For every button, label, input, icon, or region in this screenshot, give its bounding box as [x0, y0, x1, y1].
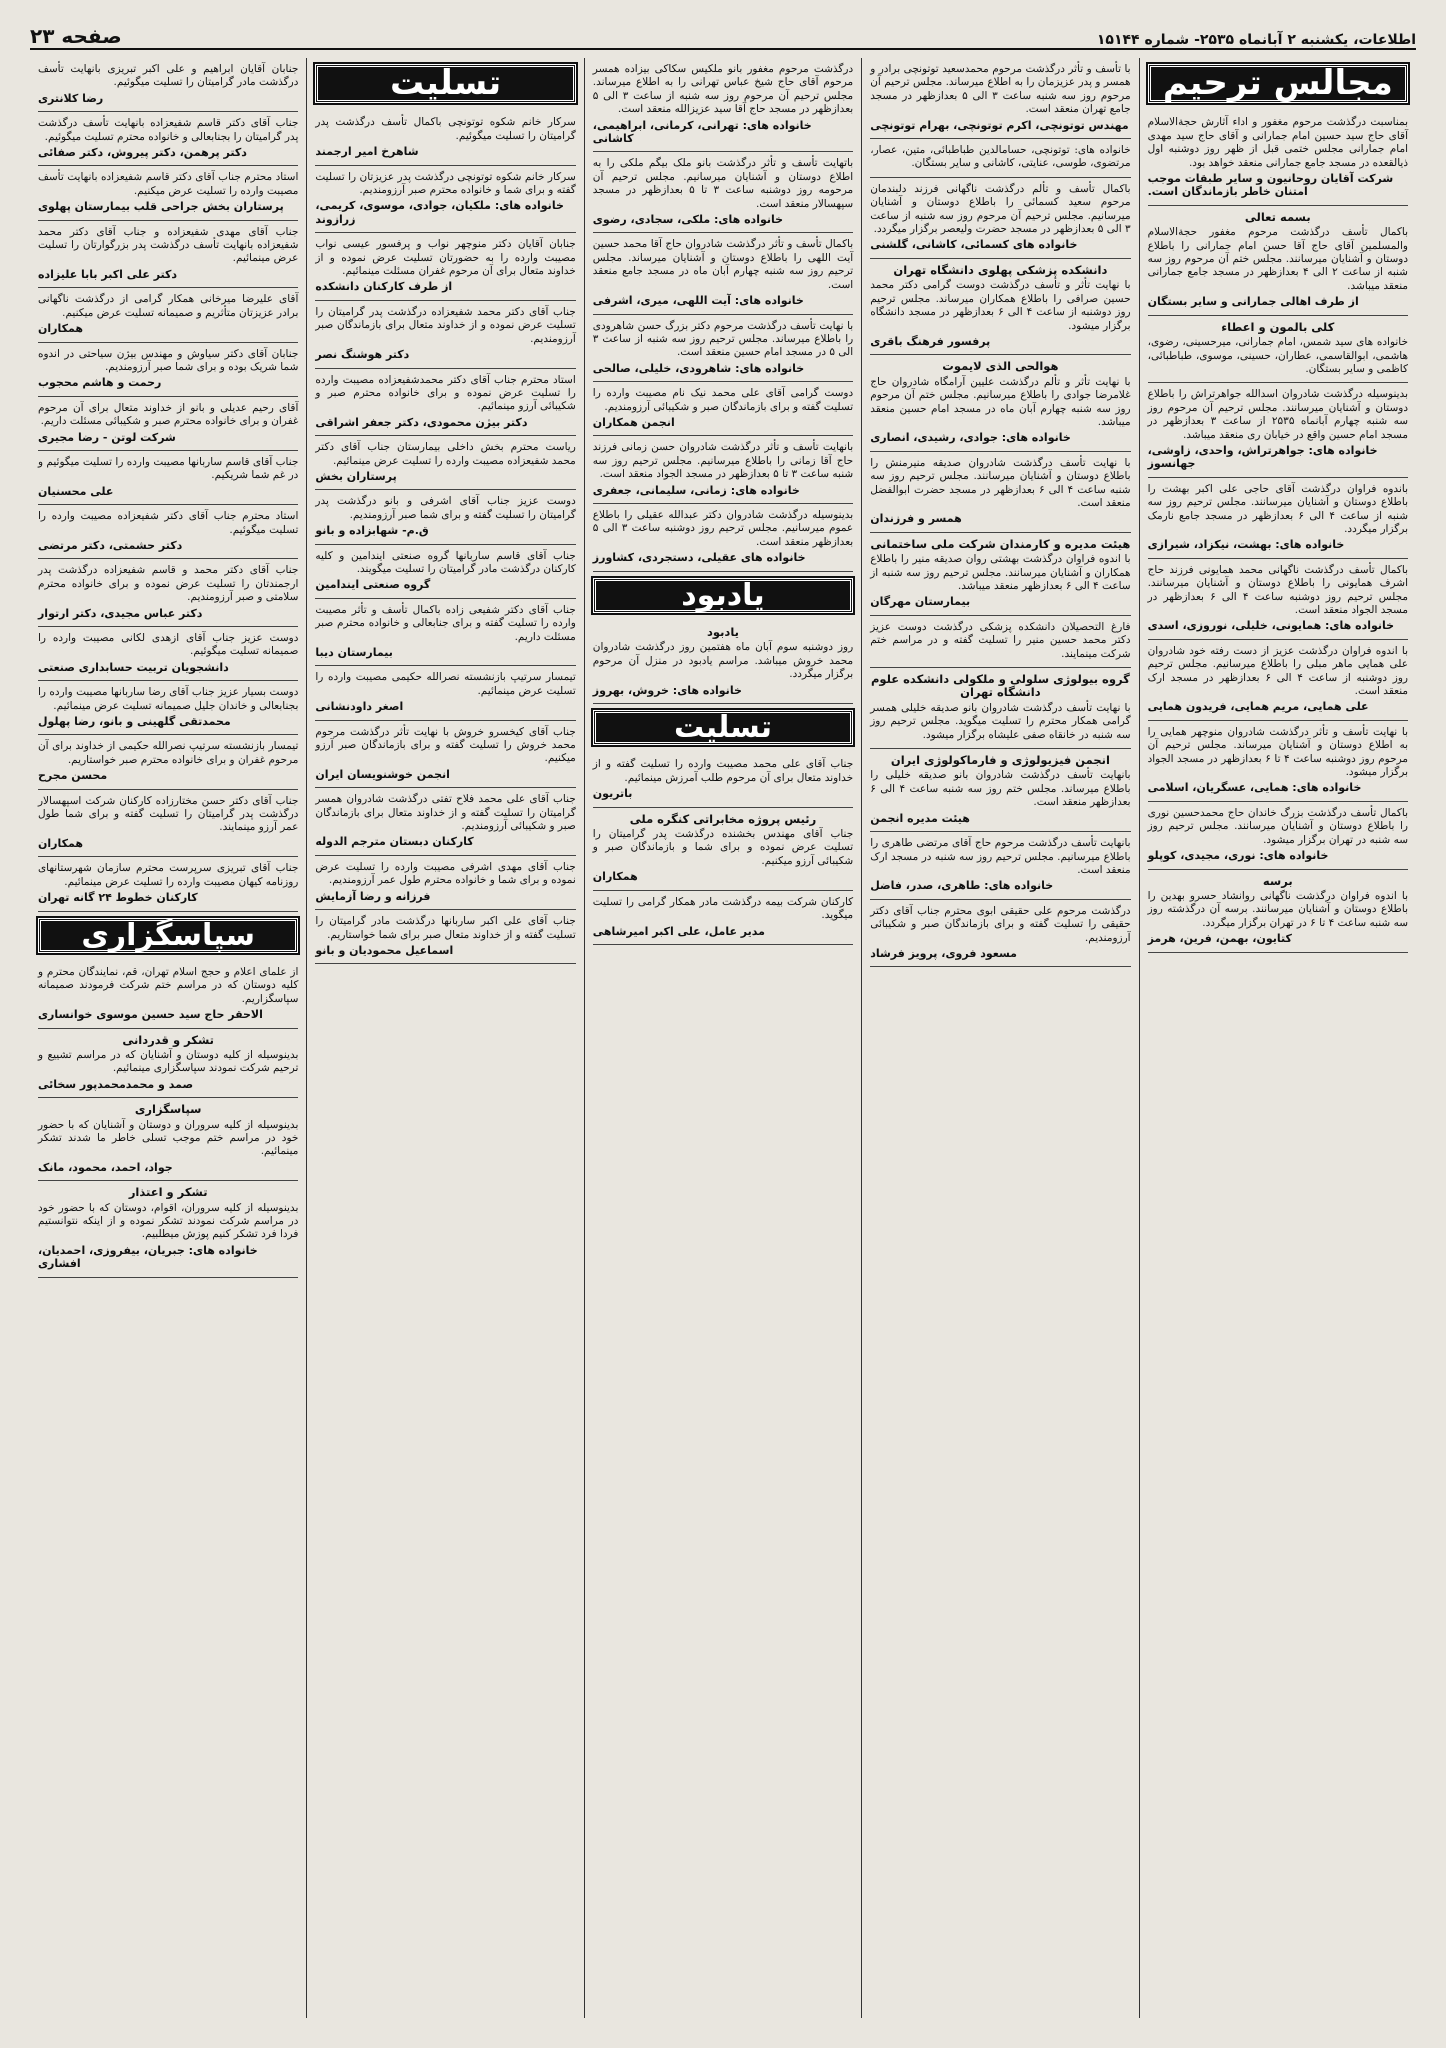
notice-heading: یادبود [707, 625, 739, 639]
notice [315, 856, 575, 910]
notice-heading: رئیس پروژه مخابراتی کنگره ملی [629, 811, 817, 826]
banner-yadbood: یادبود [593, 578, 853, 613]
notice [1148, 316, 1408, 384]
notice-body: جناب آقای قاسم ساربانها مصیبت وارده را تسلیت میگوئیم و در غم شما شریکیم. [37, 455, 299, 482]
notice-body: جناب آقای دکتر محمد و قاسم شفیعزاده درگذشت پدر ارجمندتان را تسلیت عرض نموده و برای خانواده محترم سلامتی و صبر آرزومندیم. [37, 564, 299, 604]
notice-signature: از طرف اهالی جمارانی و سایر بستگان [1147, 295, 1359, 309]
notice-body: با نهایت تأسف درگذشت مرحوم دکتر بزرگ حسن شاهرودی را باطلاع میرساند. مجلس ترحیم روز سه شنبه از ساعت ۳ الی ۵ در مسجد امام حسین منعقد است. [592, 319, 854, 359]
notice-body: درگذشت مرحوم مغفور بانو ملکیس سکاکی بیزاده همسر مرحوم آقای حاج شیخ عباس تهرانی را به اطلاع میرساند. مجلس ترحیم آن مرحوم روز سه شنبه از ساعت ۳ الی ۵ بعدازظهر در مسجد حاج آقا سید عزیزالله منعقد است. [592, 63, 854, 116]
notice [38, 451, 298, 505]
notice [1148, 478, 1408, 559]
notice-heading: برسه [1262, 873, 1293, 888]
notice-body: خانواده های: توتونچی، حسامالدین طباطبائی، متین، عصار، مرتضوی، طوسی، عنایتی، کاشانی و سایر بستگان. [870, 144, 1131, 170]
column-5 [30, 58, 306, 2018]
notice-heading: بسمه تعالی [1244, 209, 1311, 224]
notice [593, 152, 853, 233]
notice [38, 397, 298, 451]
notice-signature: دکتر هوشنگ نصر [315, 348, 410, 362]
notice-signature: ق.م- شهابزاده و بانو [315, 524, 429, 538]
notice-signature: انجمن خوشنویسان ایران [315, 767, 450, 781]
notice-signature: همکاران [37, 322, 83, 336]
notice-body: جناب آقای کیخسرو خروش با نهایت تأثر درگذشت مرحوم محمد خروش را تسلیت گفته و برای بازماندگان صبر آرزو میکنیم. [315, 725, 576, 765]
notice-signature: رحمت و هاشم محجوب [37, 376, 162, 390]
notice-signature: پرستاران بخش [315, 469, 397, 483]
notice [315, 233, 575, 301]
notice-body: بانهایت تأسف درگذشت شادروان بانو صدیقه خلیلی را باطلاع میرساند. مجلس ختم روز سه شنبه ساعت ۴ الی ۶ بعدازظهر منعقد است. [870, 769, 1131, 809]
notice-body: از علمای اعلام و حجج اسلام تهران، قم، نمایندگان محترم و کلیه دوستان که در مراسم ختم شرکت فرمودند صمیمانه سپاسگزاریم. [37, 965, 299, 1005]
notice [38, 505, 298, 559]
notice-signature: دکتر بیژن محمودی، دکتر جعفر اشراقی [315, 415, 528, 429]
notice-body: با نهایت تأثر و تألم درگذشت عليين آرامگاه شادروان حاج غلامرضا جوادی را باطلاع میرسانیم. مجلس ختم آن مرحوم روز سه شنبه چهارم آبان ماه در مسجد امام حسین منعقد میباشد. [870, 375, 1131, 428]
notice-signature: شرکت آقایان روحانیون و سایر طبقات موجب امتنان خاطر بازماندگان است. [1147, 172, 1394, 199]
notice-body: ریاست محترم بخش داخلی بیمارستان جناب آقای دکتر محمد شفیعزاده مصیبت وارده را تسلیت عرض مینمائیم. [315, 441, 576, 467]
notice [315, 788, 575, 856]
notice-heading: انجمن فیزیولوژی و فارماکولوژی ایران [890, 753, 1110, 768]
notice [1148, 802, 1408, 870]
column-3 [584, 58, 861, 2018]
notice-body: بدینوسیله از کلیه سروران و دوستان و آشنایان که با حضور خود در مراسم ختم موجب تسلی خاطر ما شدند تشکر مینمائیم. [37, 1118, 299, 1158]
notice [38, 961, 298, 1029]
notice-signature: خانواده های: ملکیان، جوادی، موسوی، کریمی، زرازوند [315, 199, 564, 226]
notice-body: تیمسار بازنشسته سرتیپ نصرالله حکیمی از خداوند برای آن مرحوم غفران و برای خانواده محترم صبر خواستاریم. [37, 740, 299, 766]
notice [38, 559, 298, 627]
notice-signature: اسماعیل محمودیان و بانو [315, 943, 454, 957]
notice [593, 753, 853, 807]
banner-majales-tarhim: مجالس ترحیم [1148, 64, 1408, 103]
notice [315, 910, 575, 964]
notice [38, 1098, 298, 1181]
notice-body: استاد محترم جناب آقای دکتر قاسم شفیعزاده بانهایت تأسف مصیبت وارده را تسلیت عرض میکنیم. [37, 171, 299, 197]
notice-body: آقای علیرضا میرخانی همکار گرامی از درگذشت ناگهانی برادر عزیزتان متأثریم و صمیمانه تسلیت عرض میکنیم. [37, 293, 299, 319]
notice [593, 233, 853, 314]
notice-body: جناب آقای دکتر شفیعی زاده باکمال تأسف و تأثر مصیبت وارده را تسلیت گفته و برای جنابعالی و خانواده محترم صبر مسئلت داریم. [315, 603, 576, 643]
notice [38, 166, 298, 220]
notice-body: باکمال تأسف درگذشت ناگهانی محمد همایونی فرزند حاج اشرف همایونی را باطلاع دوستان و آشنایان میرسانند. مجلس ترحیم روز دوشنبه ساعت ۴ الی ۶ بعدازظهر در مسجد الجواد منعقد است. [1147, 563, 1408, 616]
notice-body: درگذشت مرحوم علی حقیقی ابوی محترم جناب آقای دکتر حقیقی را تسلیت گفته و برای بازماندگان صبر و شکیبائی آرزومندیم. [870, 904, 1131, 944]
notice-signature: مهندس توتونچی، اکرم توتونچی، بهرام توتونچی [870, 118, 1129, 132]
notice [870, 355, 1130, 451]
notice-body: آقای رحیم عدیلی و بانو از خداوند متعال برای آن مرحوم غفران و برای خانواده محترم صبر و شکیبائی مسئلت داریم. [37, 401, 299, 428]
notice [315, 545, 575, 599]
column-4 [306, 58, 583, 2018]
notice [1148, 383, 1408, 477]
notice-body: با نهایت تأسف درگذشت شادروان صدیقه منیرمنش را باطلاع دوستان و آشنایان میرسانند. مجلس ترحیم روز سه شنبه ساعت ۴ الی ۶ بعدازظهر در مسجد حضرت ابوالفضل منعقد است. [870, 456, 1131, 509]
notice [38, 735, 298, 789]
notice-body: بدینوسیله از کلیه سروران، اقوام، دوستان که با حضور خود در مراسم شرکت نمودند تشکر نموده و از اینکه نتوانستیم فردا فرد تشکر کنیم پوزش میطلبیم. [37, 1201, 299, 1241]
notice-body: باندوه فراوان درگذشت آقای حاجی علی اکبر بهشت را باطلاع دوستان و آشنایان میرسانند. مجلس ترحیم روز سه شنبه از ساعت ۴ الی ۶ بعدازظهر در مسجد جامع نارمک برگزار میگردد. [1147, 482, 1408, 535]
notice-body: دوست عزیز جناب آقای ازهدی لکانی مصیبت وارده را صمیمانه تسلیت میگوئیم. [37, 632, 299, 658]
notice [38, 58, 298, 112]
notice-signature: خانواده های کسمائی، کاشانی، گلشنی [870, 238, 1078, 252]
notice-body: با اندوه فراوان درگذشت عزیز از دست رفته خود شادروان علی همایی ماهر مبلی را باطلاع میرسانیم. مجلس ترحیم روز دوشنبه از ساعت ۴ الی ۶ بعدازظهر در مسجد ارک منعقد است. [1147, 644, 1408, 698]
notice-signature: خانواده های: جواهرتراش، واحدی، زاوشی، جهانسوز [1147, 443, 1378, 471]
notice-signature: از طرف کارکنان دانشکده [315, 280, 453, 294]
notice [593, 315, 853, 383]
notice-signature: خانواده های: جبریان، بیفروزی، احمدیان، افشاری [37, 1243, 258, 1271]
notice-body: دوست گرامی آقای علی محمد نیک نام مصیبت وارده را تسلیت گفته و برای بازماندگان صبر و شکیبائی آرزومندیم. [592, 387, 854, 413]
notice-body: با نهایت تأسف و تأثر درگذشت شادروان منوچهر همایی را به اطلاع دوستان و آشنایان میرساند. مجلس ترحیم آن مرحوم روز دوشنبه ساعت ۴ تا ۶ بعدازظهر در مسجد الجواد برگزار میشود. [1147, 725, 1408, 779]
notice-signature: انجمن همکاران [592, 415, 675, 429]
notice-body: جناب آقای مهدی اشرفی مصیبت وارده را تسلیت عرض نموده و برای شما و خانواده محترم طول عمر آرزومندیم. [315, 860, 576, 887]
masthead [30, 22, 1416, 50]
notice-body: جناب آقای علی محمد مصیبت وارده را تسلیت گفته و از خداوند متعال برای آن مرحوم طلب آمرزش مینمائیم. [592, 758, 854, 784]
notice-body: بدینوسیله از کلیه دوستان و آشنایان که در مراسم تشییع و ترحیم شرکت نمودند سپاسگزاری مینمائیم. [37, 1048, 299, 1075]
banner-tasliat-2: تسلیت [593, 710, 853, 745]
notice-signature: محمدتقی گلهینی و بانو، رضا پهلول [37, 715, 231, 729]
notice-body: بدینوسیله درگذشت شادروان اسدالله جواهرتراش را باطلاع دوستان و آشنایان میرسانند. مجلس ترحیم آن مرحوم روز سه شنبه چهارم آبانماه ۲۵۳۵ از ساعت ۳ بعدازظهر در مسجد امام حسین واقع در خیابان ری منعقد میباشد. [1147, 388, 1408, 441]
notice [870, 178, 1130, 259]
notice-signature: خانواده های: طاهری، صدر، فاضل [870, 879, 1054, 893]
notice-signature: گروه صنعتی ایندامین [315, 578, 431, 592]
notice-body: روز دوشنبه سوم آبان ماه هفتمین روز درگذشت شادروان محمد خروش میباشد. مراسم یادبود در منزل آن مرحوم برگزار میگردد. [592, 641, 854, 681]
notice-signature: خانواده های: خروش، بهروز [592, 683, 742, 697]
notice-signature: خانواده های: همایونی، خلیلی، نوروزی، اسدی [1147, 619, 1395, 633]
notice-body: جناب آقای مهندس بخشنده درگذشت پدر گرامیتان را تسلیت عرض نموده و برای شما و بازماندگان صبر و شکیبائی آرزو میکنیم. [592, 828, 854, 867]
notice-signature: رضا کلانتری [37, 91, 104, 105]
notice-signature: خانواده های: آیت اللهی، میری، اشرفی [592, 294, 804, 308]
notice-body: سرکار خانم شکوه توتونچی درگذشت پدر عزیزتان را تسلیت گفته و برای شما و خانواده محترم صبر آرزومندیم. [315, 170, 576, 197]
notice-body: خانواده های سید شمس، امام جمارانی، میرحسینی، رضوی، هاشمی، ابوالقاسمی، عطاران، حسینی، موسوی، طباطبائی، کاظمی و سایر بستگان. [1147, 336, 1408, 375]
notice [1148, 559, 1408, 640]
notice-body: دوست بسیار عزیز جناب آقای رضا ساربانها مصیبت وارده را بجنابعالی و خاندان جلیل صمیمانه تسلیت عرض مینمائیم. [37, 686, 299, 712]
notice-signature: همسر و فرزندان [870, 512, 962, 526]
notice [315, 721, 575, 789]
notice-heading: دانشکده پزشکی پهلوی دانشگاه تهران [893, 262, 1108, 277]
notice [38, 112, 298, 166]
notice [870, 749, 1130, 832]
notice-body: جناب آقای دکتر حسن مختارزاده کارکنان شرکت اسپهسالار درگذشت پدر گرامیتان را تسلیت گفته و برای شما طول عمر آرزو مینمایند. [37, 794, 299, 834]
banner-tasliat: تسلیت [315, 64, 575, 103]
notice [593, 58, 853, 152]
notice-signature: دکتر علی اکبر بابا علیزاده [37, 267, 178, 281]
notice [870, 832, 1130, 900]
newspaper-columns [30, 58, 1416, 2018]
page-number: صفحه ۲۳ [30, 24, 122, 48]
notice-heading: گروه بیولوژی سلولی و ملکولی دانشکده علوم دانشگاه تهران [870, 672, 1130, 700]
notice-signature: مسعود فروی، پرویز فرشاد [870, 946, 1017, 960]
notice-signature: دانشجویان تربیت حسابداری صنعتی [37, 660, 229, 674]
notice-signature: صمد و محمدمحمدپور سخائی [37, 1077, 194, 1091]
notice [38, 627, 298, 681]
notice-signature: خانواده های: تهرانی، کرمانی، ابراهیمی، کاشانی [592, 118, 812, 146]
notice [38, 1181, 298, 1277]
notice-body: جنابان آقای دکتر سیاوش و مهندس بیژن سیاحتی در اندوه شما شریک بوده و برای شما صبر آرزومندیم. [37, 347, 299, 373]
notice-body: باکمال تأسف و تأثر درگذشت شادروان حاج آقا محمد حسین آیت اللهی را باطلاع دوستان و آشنایان میرساند. مجلس ترحیم روز سه شنبه چهارم آبان ماه در مسجد جامع منعقد است. [592, 238, 854, 291]
notice-body: دوست عزیز جناب آقای اشرفی و بانو درگذشت پدر گرامیتان را تسلیت گفته و برای شما صبر آرزومندیم. [315, 495, 576, 521]
notice-signature: دکتر پرهمن، دکتر پیروش، دکتر صفائی [37, 146, 247, 160]
notice-body: با اندوه فراوان درگذشت بهشتی روان صدیقه منیر را باطلاع همکاران و آشنایان میرسانند. مجلس ترحیم روز سه شنبه از ساعت ۴ الی ۶ بعدازظهر منعقد میباشد. [870, 553, 1131, 592]
notice-signature: باتریون [592, 787, 633, 801]
notice [1148, 206, 1408, 316]
notice [1148, 640, 1408, 721]
notice-signature: بیمارستان دیبا [315, 646, 393, 659]
notice [1148, 721, 1408, 802]
notice-signature: اصغر داودنشانی [315, 700, 404, 714]
notice-signature: محسن مجرح [37, 769, 108, 783]
notice-signature: خانواده های: جوادی، رشیدی، انصاری [870, 431, 1071, 445]
notice-body: جنابان آقایان ابراهیم و علی اکبر تبریزی بانهایت تأسف درگذشت مادر گرامیتان را تسلیت میگوئیم. [37, 63, 299, 89]
notice-signature: خانواده های: شاهرودی، خلیلی، صالحی [592, 361, 805, 375]
notice [38, 681, 298, 735]
notice-signature: خانواده های: نوری، مجیدی، کوپلو [1147, 849, 1329, 863]
notice-body: باتهایت تأسف و تأثر درگذشت بانو ملک بیگم ملکی را به اطلاع دوستان و آشنایان میرسانیم. مجلس ترحیم آن مرحومه روز دوشنبه ساعت ۳ تا ۵ بعدازظهر در مسجد سپهسالار منعقد است. [592, 157, 854, 210]
notice-signature: پرستاران بخش جراحی قلب بیمارستان پهلوی [37, 200, 284, 214]
notice-body: باکمال تأسف و تألم درگذشت ناگهانی فرزند دلبندمان مرحوم سعید کسمائی را باطلاع دوستان و آشنایان میرسانیم. مجلس ترحیم آن مرحوم روز سه شنبه از ساعت ۳ الی ۵ بعدازظهر در مسجد حضرت ولیعصر برگزار میگردد. [870, 182, 1131, 236]
notice-body: بانهایت تأسف درگذشت مرحوم حاج آقای مرتضی طاهری را باطلاع میرسانیم. مجلس ترحیم روز سه شنبه در مسجد ارک منعقد است. [870, 837, 1131, 876]
notice-signature: علی همایی، مریم همایی، فریدون همایی [1147, 700, 1369, 714]
notice [38, 790, 298, 858]
notice-signature: فرزانه و رضا آزمایش [315, 889, 431, 903]
notice [315, 599, 575, 667]
notice-signature: شرکت لوتن - رضا مجیری [37, 430, 176, 444]
notice [38, 221, 298, 289]
issue-line: اطلاعات، یکشنبه ۲ آبانماه ۲۵۳۵- شماره ۱۵۱۴۴ [1096, 32, 1416, 48]
notice-body: سرکار خانم شکوه توتونچی باکمال تأسف درگذشت پدر گرامیتان را تسلیت میگوئیم. [315, 116, 576, 142]
notice [315, 436, 575, 490]
notice-body: جناب آقای علی محمد فلاح تفتی درگذشت شادروان همسر گرامیتان را تسلیت گفته و از خداوند متعال برای بازماندگان صبر و شکیبائی آرزومندیم. [315, 793, 576, 833]
notice [315, 666, 575, 720]
notice-signature: خانواده های: همایی، عسگریان، اسلامی [1147, 781, 1362, 795]
notice [870, 139, 1130, 178]
notice-body: تیمسار سرتیپ بازنشسته نصرالله حکیمی مصیبت وارده را تسلیت عرض مینمائیم. [315, 671, 576, 697]
notice-body: جناب آقای دکتر قاسم شفیعزاده بانهایت تأسف درگذشت پدر گرامیتان را بجنابعالی و خانواده محترم تسلیت میگوئیم. [37, 117, 299, 143]
notice-signature: همکاران [592, 870, 638, 884]
notice-body: جناب آقای قاسم ساربانها گروه صنعتی ایندامین و کلیه کارکنان درگذشت مادر گرامیتان را تسلیت میگویند. [315, 549, 576, 575]
notice-body: استاد محترم جناب آقای دکتر شفیعزاده مصیبت وارده را تسلیت میگوئیم. [37, 510, 299, 536]
notice [593, 436, 853, 504]
notice-signature: خانواده های: زمانی، سلیمانی، جعفری [592, 483, 800, 497]
notice [38, 1029, 298, 1099]
notice-heading: سپاسگزاری [134, 1102, 202, 1117]
notice-body: با نهایت تأثر و تأسف درگذشت دوست گرامی دکتر محمد حسین صرافی را باطلاع همکاران میرساند. مجلس ترحیم روز دوشنبه از ساعت ۴ الی ۶ بعدازظهر در مسجد دانشگاه برگزار میشود. [870, 279, 1131, 332]
notice [315, 166, 575, 234]
notice [1148, 111, 1408, 205]
notice [315, 111, 575, 165]
notice-body: بمناسبت درگذشت مرحوم مغفور و اداء آثارش حجةالاسلام آقای حاج سید حسین امام جمارانی و آقای حاج سید مهدی امام جمارانی مجلس ختمی قبل از ظهر روز دوشنبه اول ذیالقعده در مسجد جامع جمارانی منعقد خواهد بود. [1147, 116, 1408, 169]
notice [593, 808, 853, 891]
notice-signature: جواد، احمد، محمود، مانک [37, 1160, 173, 1174]
notice-signature: همکاران [37, 836, 83, 850]
notice-signature: کارکنان خطوط ۲۴ گانه تهران [37, 891, 198, 905]
notice-signature: دکتر عباس مجیدی، دکتر ارتوار [37, 606, 203, 620]
notice [315, 369, 575, 437]
notice-signature: علی محسنیان [37, 484, 114, 498]
notice [1148, 870, 1408, 953]
notice-body: با اندوه فراوان درگذشت ناگهانی روانشاد حسرو بهدین را باطلاع دوستان و آشنایان میرسانند. برسه آن درگذشته روز سه شنبه ساعت ۴ تا ۶ در تهران برگزار میگردد. [1147, 889, 1408, 929]
notice-body: استاد محترم جناب آقای دکتر محمدشفیعزاده مصیبت وارده را تسلیت عرض نموده و برای خانواده محترم صبر و شکیبائی آرزو مینمائیم. [315, 373, 576, 413]
notice-heading: تشکر و قدردانی [122, 1032, 214, 1047]
notice-body: بدینوسیله درگذشت شادروان دکتر عبدالله عقیلی را باطلاع عموم میرسانیم. مجلس ترحیم روز دوشنبه ساعت ۳ الی ۵ بعدازظهر منعقد است. [592, 508, 854, 548]
notice-body: فارغ التحصیلان دانشکده پزشکی درگذشت دوست عزیز دکتر محمد حسین منیر را تسلیت گفته و در مراسم ختم شرکت مینمایند. [870, 620, 1131, 660]
column-2 [861, 58, 1138, 2018]
notice [870, 616, 1130, 668]
notice-body: باکمال تأسف درگذشت بزرگ خاندان حاج محمدحسین نوری را باطلاع دوستان و آشنایان میرسانند. مجلس ترحیم روز سه شنبه در تهران برگزار میشود. [1147, 806, 1408, 846]
notice [593, 382, 853, 436]
notice-body: با نهایت تأسف درگذشت شادروان بانو صدیقه خلیلی همسر گرامی همکار محترم را تسلیت میگوید. مجلس ترحیم روز سه شنبه در خانقاه صفی علیشاه برگزار میشود. [870, 701, 1131, 741]
notice [38, 288, 298, 342]
notice-body: جناب آقای مهدی شفیعزاده و جناب آقای دکتر محمد شفیعزاده بانهایت تأسف درگذشت پدر بزرگوارتان را تسلیت عرض مینمائیم. [37, 225, 299, 265]
notice-signature: شاهرخ امیر ارجمند [315, 145, 419, 159]
notice [315, 490, 575, 544]
notice-body: کارکنان شرکت بیمه درگذشت مادر همکار گرامی را تسلیت میگوید. [592, 895, 854, 922]
notice-body: با تأسف و تأثر درگذشت مرحوم محمدسعید توتونچی برادر و همسر و پدر عزیزمان را به اطلاع میرساند. مجلس ترحیم آن مرحوم روز سه شنبه ساعت ۳ الی ۵ بعدازظهر در مسجد جامع تهران منعقد است. [870, 63, 1131, 116]
notice [870, 668, 1130, 749]
notice-signature: دکتر حشمتی، دکتر مرتضی [37, 538, 183, 552]
notice-signature: هیئت مدیره انجمن [870, 811, 970, 825]
notice [870, 452, 1130, 533]
notice-signature: بیمارستان مهرگان [870, 595, 971, 609]
notice-signature: پرفسور فرهنگ باقری [870, 334, 991, 348]
notice [593, 621, 853, 704]
notice-heading: هوالحی الذی لایموت [942, 359, 1059, 374]
notice-body: جنابان آقایان دکتر منوچهر نواب و پرفسور عیسی نواب مصیبت وارده را به حضورتان تسلیت عرض نموده و از خداوند متعال برای آن مرحوم غفران مسئلت مینمائیم. [315, 238, 576, 278]
notice [38, 857, 298, 911]
notice [870, 533, 1130, 616]
notice [593, 891, 853, 945]
notice-signature: خانواده های عقیلی، دستجردی، کشاورز [592, 551, 806, 565]
notice-signature: خانواده های: ملکی، سجادی، رضوی [592, 213, 784, 227]
notice [870, 900, 1130, 968]
notice-body: جناب آقای علی اکبر ساربانها درگذشت مادر گرامیتان را تسلیت گفته و از خداوند متعال صبر برای شما خواستاریم. [315, 915, 576, 941]
notice-signature: خانواده های: بهشت، نیکزاد، شیرازی [1147, 538, 1345, 552]
notice-heading: کلی بالمون و اعطاء [1221, 319, 1335, 334]
notice-signature: مدیر عامل، علی اکبر امیرشاهی [592, 924, 765, 938]
notice-signature: الاحقر حاج سید حسین موسوی خوانساری [37, 1008, 263, 1022]
notice-body: جناب آقای دکتر محمد شفیعزاده درگذشت پدر گرامیتان را تسلیت عرض نموده و از خداوند متعال برای بازماندگان صبر آرزومندیم. [315, 305, 576, 345]
notice [870, 58, 1130, 139]
notice-body: بانهایت تأسف و تأثر درگذشت شادروان حسن زمانی فرزند حاج آقا زمانی را باطلاع میرسانیم. مجلس ترحیم روز سه شنبه ساعت ۳ تا ۵ بعدازظهر در مسجد الجواد منعقد است. [592, 441, 854, 481]
notice-signature: کتایون، بهمن، فرین، هرمز [1147, 932, 1292, 946]
notice [315, 301, 575, 369]
notice [38, 343, 298, 397]
notice-body: جناب آقای تبریزی سرپرست محترم سازمان شهرستانهای روزنامه کیهان مصیبت وارده را تسلیت عرض مینمائیم. [37, 862, 299, 888]
notice [870, 259, 1130, 355]
notice [593, 504, 853, 572]
column-1 [1139, 58, 1416, 2018]
banner-sepasgozari: سپاسگزاری [38, 918, 298, 953]
notice-heading: تشکر و اعتذار [128, 1185, 208, 1200]
notice-signature: کارکنان دبستان مترجم الدوله [315, 835, 474, 849]
notice-body: باکمال تأسف درگذشت مرحوم مغفور حجةالاسلام والمسلمین آقای حاج آقا حسن امام جمارانی را باطلاع دوستان و آشنایان میرسانند. مجلس ختم آن مرحوم روز سه شنبه از ساعت ۲ الی ۴ بعدازظهر در مسجد جامع جمارانی منعقد میباشد. [1147, 226, 1408, 292]
notice-heading: هیئت مدیره و کارمندان شرکت ملی ساختمانی [870, 536, 1131, 551]
